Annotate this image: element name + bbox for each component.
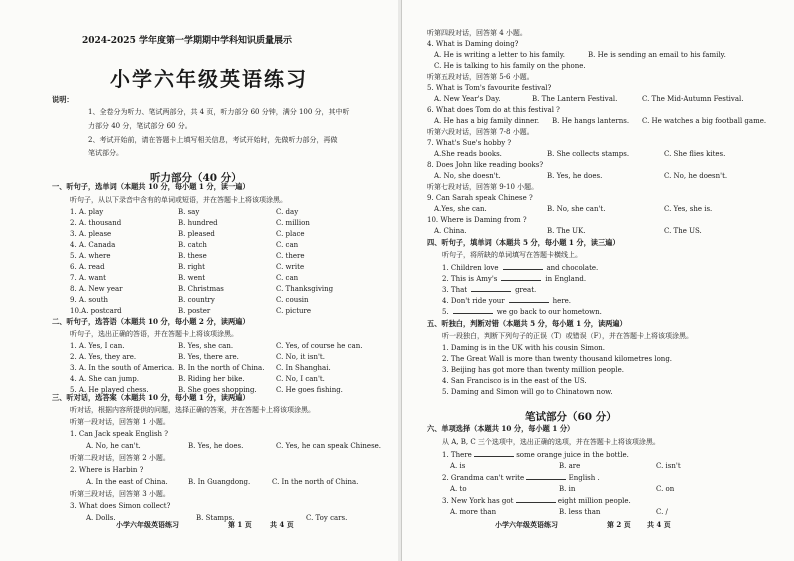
section-5-heading: 五、听独白，判断对错（本题共 5 分，每小题 1 分，读两遍）: [427, 319, 627, 328]
option-a: 2. A. thousand: [70, 219, 122, 227]
true-false-statement: 5. Daming and Simon will go to Chinatown now.: [442, 388, 613, 396]
mc-question-3: [442, 497, 631, 505]
option-a: 9. A. south: [70, 296, 109, 304]
option-b: B. Stamps.: [196, 514, 235, 522]
option-a: A. New Year's Day.: [434, 95, 501, 103]
question-text: 6. What does Tom do at this festival ?: [427, 106, 560, 114]
option-a: 2. A. Yes, they are.: [70, 353, 137, 361]
dialogue-instruction: 听第四段对话，回答第 4 小题。: [427, 29, 527, 37]
option-a: 3. A. In the south of America.: [70, 364, 175, 372]
option-a: A. to: [450, 485, 467, 493]
option-c: C. on: [656, 485, 675, 493]
option-a: 10.A. postcard: [70, 307, 122, 315]
fill-blank-question: [442, 308, 602, 316]
section-1-instructions: 听句子，从以下录音中含有的单词或短语，并在答题卡上将该项涂黑。: [70, 196, 287, 204]
option-a: 7. A. want: [70, 274, 106, 282]
option-c: C. In the north of China.: [272, 478, 359, 486]
dialogue-instruction: 听第七段对话，回答第 9-10 小题。: [427, 183, 539, 191]
option-a: A. No, he can't.: [86, 442, 141, 450]
option-c: C. The US.: [664, 227, 702, 235]
exam-header: 2024-2025 学年度第一学期期中学科知识质量展示: [82, 36, 292, 46]
option-a: 5. A. He played chess.: [70, 386, 149, 394]
option-c: C. there: [276, 252, 305, 260]
option-c: C. place: [276, 230, 305, 238]
option-b: B. In Guangdong.: [188, 478, 251, 486]
option-c: C. write: [276, 263, 305, 271]
footer-total: 共 4 页: [647, 520, 671, 529]
question-text: some orange juice in the bottle.: [516, 451, 629, 459]
section-6-heading: 六、单项选择（本题共 10 分，每小题 1 分）: [427, 424, 575, 433]
option-c: C. can: [276, 241, 299, 249]
option-c: C. Toy cars.: [306, 514, 348, 522]
option-b: B. Yes, he does.: [188, 442, 244, 450]
question-text: 2. This is Amy's: [442, 275, 498, 283]
question-text: in England.: [545, 275, 587, 283]
option-b: B. country: [178, 296, 215, 304]
option-b: B. Yes, there are.: [178, 353, 239, 361]
true-false-statement: 2. The Great Wall is more than twenty thousand kilometres long.: [442, 355, 673, 363]
section-4-heading: 四、听句子，填单词（本题共 5 分，每小题 1 分，读三遍）: [427, 238, 620, 247]
option-b: B. pleased: [178, 230, 215, 238]
listening-section-title: 听力部分（40 分）: [150, 172, 242, 184]
footer-title: 小学六年级英语练习: [495, 520, 558, 529]
option-b: B. The Lantern Festival.: [532, 95, 618, 103]
answer-blank[interactable]: [501, 275, 541, 281]
question-text: 2. Grandma can't write: [442, 474, 525, 482]
option-b: B. Yes, she can.: [178, 342, 234, 350]
option-b: B. She collects stamps.: [547, 150, 630, 158]
answer-blank[interactable]: [503, 264, 543, 270]
option-c: C. No, it isn't.: [276, 353, 325, 361]
mc-question-1: [442, 451, 629, 459]
dialogue-instruction: 听第三段对话，回答第 3 小题。: [70, 490, 170, 498]
option-a: A. Dolls.: [86, 514, 116, 522]
option-a: 1. A. play: [70, 208, 104, 216]
question-text: 3. New York has got: [442, 497, 514, 505]
answer-blank[interactable]: [471, 286, 511, 292]
option-b: B. The UK.: [547, 227, 586, 235]
option-b: B. In the north of China.: [178, 364, 265, 372]
option-c: C. Yes, he can speak Chinese.: [276, 442, 382, 450]
option-c: C. can: [276, 274, 299, 282]
question-text: 3. What does Simon collect?: [70, 502, 171, 510]
option-a: A. In the east of China.: [86, 478, 168, 486]
option-b: B. He is sending an email to his family.: [588, 51, 726, 59]
option-b: B. He hangs lanterns.: [552, 117, 630, 125]
dialogue-instruction: 听第六段对话，回答第 7-8 小题。: [427, 128, 534, 136]
question-text: 2. Where is Harbin ?: [70, 466, 144, 474]
option-b: B. catch: [178, 241, 207, 249]
section-2-instructions: 听句子，选出正确的答语，并在答题卡上将该项涂黑。: [70, 330, 238, 338]
answer-blank[interactable]: [509, 297, 549, 303]
answer-blank[interactable]: [453, 308, 493, 314]
note-line: 2、考试开始前，请在答题卡上填写相关信息，考试开始时，先做听力部分，再做: [88, 136, 338, 144]
exam-page-2: [401, 0, 794, 561]
exam-title: 小学六年级英语练习: [110, 67, 308, 91]
note-line: 笔试部分。: [88, 149, 123, 157]
option-a: A. is: [450, 462, 466, 470]
option-b: B. hundred: [178, 219, 218, 227]
dialogue-instruction: 听第五段对话，回答第 5-6 小题。: [427, 73, 534, 81]
option-b: B. say: [178, 208, 200, 216]
option-c: C. No, I can't.: [276, 375, 325, 383]
question-text: 8. Does John like reading books?: [427, 161, 544, 169]
option-b: B. right: [178, 263, 205, 271]
option-b: B. No, she can't.: [547, 205, 606, 213]
answer-blank[interactable]: [516, 497, 556, 503]
fill-blank-question: [442, 297, 571, 305]
option-c: C. He goes fishing.: [276, 386, 343, 394]
option-c: C. Thanksgiving: [276, 285, 334, 293]
option-a: A. more than: [450, 508, 497, 516]
option-a: 5. A. where: [70, 252, 111, 260]
question-text: and chocolate.: [546, 264, 599, 272]
question-text: 4. Don't ride your: [442, 297, 505, 305]
option-c: C. day: [276, 208, 299, 216]
footer-total: 共 4 页: [270, 520, 294, 529]
note-line: 1、全卷分为听力、笔试两部分，共 4 页，听力部分 60 分钟，满分 100 分，其中听: [88, 108, 350, 116]
true-false-statement: 1. Daming is in the UK with his cousin Simon.: [442, 344, 606, 352]
question-text: 10. Where is Daming from ?: [427, 216, 527, 224]
footer-page: 第 2 页: [607, 520, 631, 529]
question-text: great.: [515, 286, 537, 294]
option-c: C. million: [276, 219, 310, 227]
true-false-statement: 3. Beijing has got more than twenty million people.: [442, 366, 624, 374]
question-text: English .: [568, 474, 600, 482]
option-b: B. are: [559, 462, 581, 470]
option-a: A.She reads books.: [434, 150, 502, 158]
answer-blank[interactable]: [526, 474, 566, 480]
option-a: A. China.: [434, 227, 467, 235]
question-text: here.: [552, 297, 572, 305]
question-text: 3. That: [442, 286, 468, 294]
section-1-heading: 一、听句子，选单词（本题共 10 分，每小题 1 分，读一遍）: [52, 182, 250, 191]
notes-label: 说明：: [52, 95, 74, 104]
question-text: eight million people.: [557, 497, 631, 505]
writing-section-title: 笔试部分（60 分）: [525, 411, 617, 423]
option-a: 6. A. read: [70, 263, 105, 271]
option-b: B. She goes shopping.: [178, 386, 257, 394]
question-text: we go back to our hometown.: [496, 308, 602, 316]
fill-blank-question: [442, 275, 586, 283]
question-text: 1. There: [442, 451, 472, 459]
option-b: B. went: [178, 274, 206, 282]
option-b: B. less than: [559, 508, 601, 516]
option-c: C. In Shanghai.: [276, 364, 331, 372]
true-false-statement: 4. San Francisco is in the east of the US.: [442, 377, 587, 385]
dialogue-instruction: 听第二段对话，回答第 2 小题。: [70, 454, 170, 462]
option-a: 4. A. She can jump.: [70, 375, 139, 383]
option-a: A. He has a big family dinner.: [434, 117, 540, 125]
question-text: 1. Children love: [442, 264, 499, 272]
section-5-instructions: 听一段独白，判断下列句子的正误（T）或错误（F），并在答题卡上将该项涂黑。: [442, 332, 694, 340]
option-b: B. Riding her bike.: [178, 375, 245, 383]
option-b: B. these: [178, 252, 207, 260]
option-c: C. She flies kites.: [664, 150, 726, 158]
answer-blank[interactable]: [474, 451, 514, 457]
option-c: C. isn't: [656, 462, 681, 470]
fill-blank-question: [442, 286, 536, 294]
question-text: 1. Can Jack speak English ?: [70, 430, 169, 438]
option-c: C. He is talking to his family on the phone.: [434, 62, 586, 70]
option-a: 3. A. please: [70, 230, 112, 238]
question-text: 5. What is Tom's favourite festival?: [427, 84, 552, 92]
footer-title: 小学六年级英语练习: [116, 520, 179, 529]
option-b: B. in: [559, 485, 576, 493]
option-a: 4. A. Canada: [70, 241, 116, 249]
option-a: A.Yes, she can.: [434, 205, 487, 213]
option-c: C. cousin: [276, 296, 309, 304]
note-line: 力部分 40 分，笔试部分 60 分。: [88, 122, 192, 130]
section-3-instructions: 听对话，根据内容所提供的问题，选择正确的答案，并在答题卡上将该项涂黑。: [70, 406, 315, 414]
option-c: C. He watches a big football game.: [642, 117, 767, 125]
footer-page: 第 1 页: [228, 520, 252, 529]
question-text: 5.: [442, 308, 449, 316]
section-4-instructions: 听句子，将所缺的单词填写在答题卡横线上。: [442, 251, 582, 259]
mc-question-2: [442, 474, 600, 482]
option-b: B. Yes, he does.: [547, 172, 603, 180]
fill-blank-question: [442, 264, 598, 272]
section-6-instructions: 从 A, B, C 三个选项中，选出正确的选项，并在答题卡上将该项涂黑。: [442, 438, 660, 446]
section-2-heading: 二、听句子，选答语（本题共 10 分，每小题 2 分，读两遍）: [52, 317, 250, 326]
option-c: C. Yes, of course he can.: [276, 342, 363, 350]
dialogue-instruction: 听第一段对话，回答第 1 小题。: [70, 418, 170, 426]
option-c: C. The Mid-Autumn Festival.: [642, 95, 744, 103]
question-text: 4. What is Daming doing?: [427, 40, 519, 48]
option-c: C. Yes, she is.: [664, 205, 713, 213]
option-b: B. Christmas: [178, 285, 224, 293]
section-3-heading: 三、听对话，选答案（本题共 10 分，每小题 1 分，读两遍）: [52, 393, 250, 402]
option-a: A. He is writing a letter to his family.: [434, 51, 565, 59]
question-text: 9. Can Sarah speak Chinese ?: [427, 194, 533, 202]
option-c: C. /: [656, 508, 668, 516]
option-a: 1. A. Yes, I can.: [70, 342, 125, 350]
option-c: C. picture: [276, 307, 312, 315]
option-b: B. poster: [178, 307, 211, 315]
option-a: 8. A. New year: [70, 285, 123, 293]
option-c: C. No, he doesn't.: [664, 172, 728, 180]
question-text: 7. What's Sue's hobby ?: [427, 139, 512, 147]
option-a: A. No, she doesn't.: [434, 172, 501, 180]
